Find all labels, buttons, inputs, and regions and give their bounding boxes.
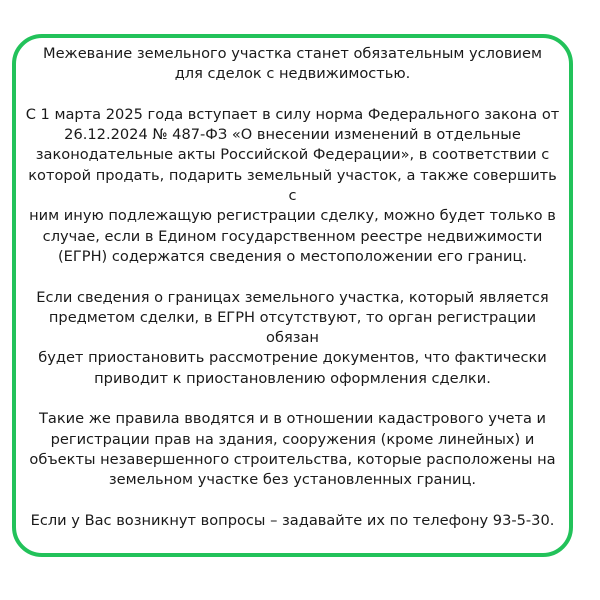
notice-paragraph-buildings: Такие же правила вводятся и в отношении кадастрового учета и регистрации прав на здания, сооружения (кроме линейных) и объекты незавершенного строительства, которые расположены на земельном участке без установленных границ. [29,410,556,489]
notice-text [22,44,563,531]
notice-heading: Межевание земельного участка станет обязательным условием для сделок с недвижимостью. [42,45,543,83]
notice-contact-phone: Если у Вас возникнут вопросы – задавайте их по телефону 93-5-30. [30,511,555,529]
notice-paragraph-law: С 1 марта 2025 года вступает в силу норма Федерального закона от 26.12.2024 № 487-ФЗ «О внесении изменений в отдельные законодательные акты Российской Федерации», в соответствии с которой продать, подарить земельный участок, а также совершить с ним иную подлежащую регистрации сделку, можно будет только в случае, если в Едином государственном реестре недвижимости (ЕГРН) содержатся сведения о местоположении его границ. [25,105,560,265]
notice-paragraph-registration: Если сведения о границах земельного участка, который является предметом сделки, в ЕГРН отсутствуют, то орган регистрации обязан будет приостановить рассмотрение документов, что фактически приводит к приостановлению оформления сделки. [36,288,549,387]
